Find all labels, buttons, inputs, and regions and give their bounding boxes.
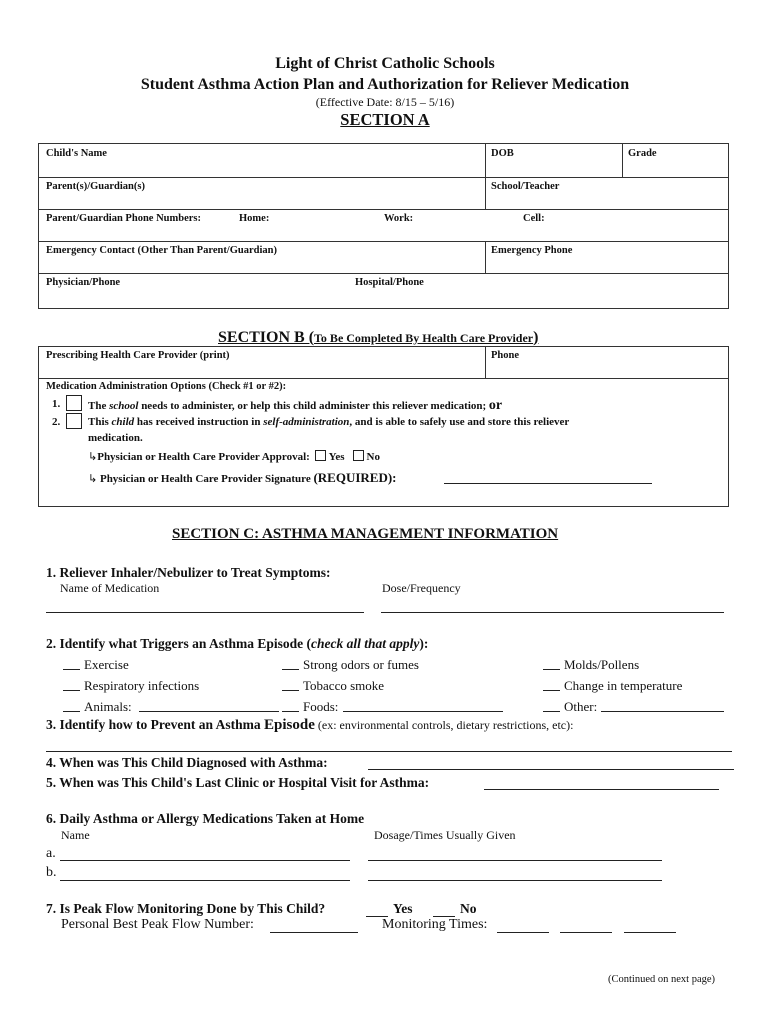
question-3: 3. Identify how to Prevent an Asthma Episode (ex: environmental controls, dietary restrictions, etc): xyxy=(46,717,574,733)
q1-dose-label: Dose/Frequency xyxy=(382,581,461,595)
prescribing-provider-field[interactable]: Prescribing Health Care Provider (print) xyxy=(46,350,230,361)
trigger-molds[interactable]: Molds/Pollens xyxy=(564,657,640,672)
home-phone-field[interactable]: Home: xyxy=(239,213,270,224)
childs-name-field[interactable]: Child's Name xyxy=(46,148,107,159)
arrow-icon: ↳ xyxy=(88,450,98,463)
grade-field[interactable]: Grade xyxy=(628,148,657,159)
approval-yes-checkbox[interactable] xyxy=(315,450,326,461)
other-line[interactable] xyxy=(601,711,724,712)
option-1-checkbox[interactable] xyxy=(66,395,82,411)
monitoring-time-line-1[interactable] xyxy=(497,932,549,933)
med-a-dosage-line[interactable] xyxy=(368,860,662,861)
emergency-phone-field[interactable]: Emergency Phone xyxy=(491,245,573,256)
med-b-dosage-line[interactable] xyxy=(368,880,662,881)
q6-b-label: b. xyxy=(46,865,57,880)
question-2: 2. Identify what Triggers an Asthma Episode (check all that apply): xyxy=(46,636,429,651)
continued-note: (Continued on next page) xyxy=(608,974,716,985)
option-2-checkbox[interactable] xyxy=(66,413,82,429)
question-7: 7. Is Peak Flow Monitoring Done by This Child? xyxy=(46,901,326,916)
question-4: 4. When was This Child Diagnosed with Asthma: xyxy=(46,755,328,770)
personal-best-label: Personal Best Peak Flow Number: xyxy=(61,917,254,932)
monitoring-time-line-2[interactable] xyxy=(560,932,612,933)
trigger-foods[interactable]: Foods: xyxy=(303,699,339,714)
option-1-number: 1. xyxy=(52,398,61,410)
trigger-tobacco[interactable]: Tobacco smoke xyxy=(303,678,385,693)
section-a-title: SECTION A xyxy=(340,110,430,129)
section-c-title: SECTION C: ASTHMA MANAGEMENT INFORMATION xyxy=(172,526,559,542)
option-1-text: The school needs to administer, or help this child administer this reliever medication; or xyxy=(88,398,503,413)
last-visit-line[interactable] xyxy=(484,789,719,790)
question-6: 6. Daily Asthma or Allergy Medications Taken at Home xyxy=(46,811,365,826)
parents-field[interactable]: Parent(s)/Guardian(s) xyxy=(46,181,145,192)
trigger-animals[interactable]: Animals: xyxy=(84,699,132,714)
med-b-name-line[interactable] xyxy=(60,880,350,881)
trigger-strong-odors[interactable]: Strong odors or fumes xyxy=(303,657,419,672)
signature-row: ↳ Physician or Health Care Provider Signature (REQUIRED): xyxy=(88,470,397,485)
q6-name-label: Name xyxy=(61,828,90,842)
monitoring-times-label: Monitoring Times: xyxy=(382,917,488,932)
administration-options-label: Medication Administration Options (Check #1 or #2): xyxy=(46,381,287,392)
provider-phone-field[interactable]: Phone xyxy=(491,350,520,361)
dose-frequency-line[interactable] xyxy=(381,612,724,613)
personal-best-line[interactable] xyxy=(270,932,358,933)
trigger-respiratory[interactable]: Respiratory infections xyxy=(84,678,200,693)
question-1: 1. Reliever Inhaler/Nebulizer to Treat Symptoms: xyxy=(46,565,331,580)
trigger-other[interactable]: Other: xyxy=(564,699,598,714)
option-2-text-cont: medication. xyxy=(88,432,143,444)
school-name: Light of Christ Catholic Schools xyxy=(275,55,495,72)
cell-phone-field[interactable]: Cell: xyxy=(523,213,545,224)
q6-a-label: a. xyxy=(46,846,56,861)
emergency-contact-field[interactable]: Emergency Contact (Other Than Parent/Guardian) xyxy=(46,245,277,256)
arrow-icon: ↳ xyxy=(88,472,98,485)
medication-name-line[interactable] xyxy=(46,612,364,613)
q1-name-label: Name of Medication xyxy=(60,581,160,595)
dob-field[interactable]: DOB xyxy=(491,148,514,159)
peak-flow-yes: Yes xyxy=(393,901,413,916)
phone-numbers-label: Parent/Guardian Phone Numbers: xyxy=(46,213,201,224)
option-2-text: This child has received instruction in self-administration, and is able to safely use and store this reliever xyxy=(88,416,570,428)
monitoring-time-line-3[interactable] xyxy=(624,932,676,933)
foods-line[interactable] xyxy=(343,711,503,712)
form-title: Student Asthma Action Plan and Authorization for Reliever Medication xyxy=(140,76,630,93)
physician-phone-field[interactable]: Physician/Phone xyxy=(46,277,121,288)
option-2-number: 2. xyxy=(52,416,61,428)
prevention-line[interactable] xyxy=(46,751,732,752)
approval-row: ↳Physician or Health Care Provider Approval: Yes No xyxy=(88,450,380,463)
animals-line[interactable] xyxy=(139,711,279,712)
school-teacher-field[interactable]: School/Teacher xyxy=(491,181,560,192)
hospital-phone-field[interactable]: Hospital/Phone xyxy=(355,277,424,288)
question-5: 5. When was This Child's Last Clinic or Hospital Visit for Asthma: xyxy=(46,775,430,790)
trigger-temperature[interactable]: Change in temperature xyxy=(564,678,683,693)
section-b-title: SECTION B (To Be Completed By Health Care Provider) xyxy=(218,329,539,346)
approval-no-checkbox[interactable] xyxy=(353,450,364,461)
work-phone-field[interactable]: Work: xyxy=(384,213,414,224)
signature-line[interactable] xyxy=(444,483,652,484)
effective-date: (Effective Date: 8/15 – 5/16) xyxy=(315,95,455,109)
trigger-exercise[interactable]: Exercise xyxy=(84,657,129,672)
med-a-name-line[interactable] xyxy=(60,860,350,861)
diagnosed-line[interactable] xyxy=(368,769,734,770)
q6-dosage-label: Dosage/Times Usually Given xyxy=(374,828,516,842)
peak-flow-no: No xyxy=(460,901,477,916)
